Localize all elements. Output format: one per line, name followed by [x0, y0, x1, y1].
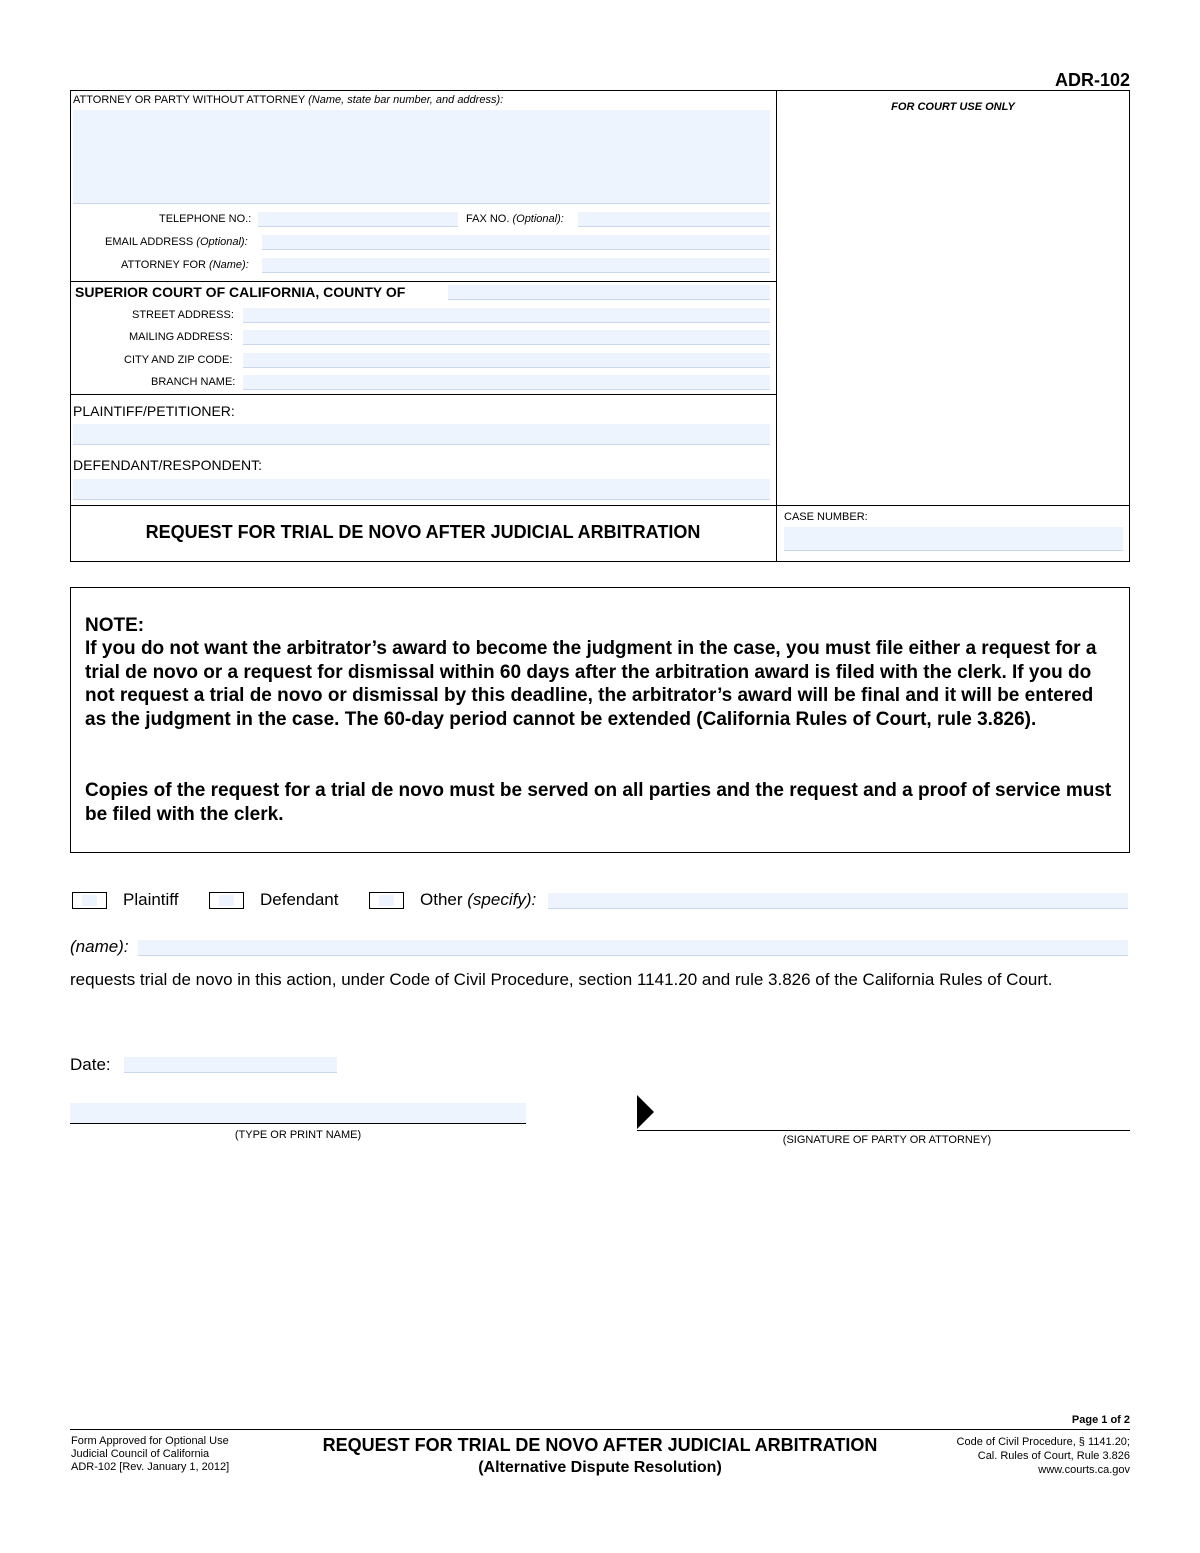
plaintiff-field[interactable]: [73, 424, 770, 445]
email-label: [105, 236, 248, 248]
footer-left-line: ADR-102 [Rev. January 1, 2012]: [71, 1461, 230, 1473]
other-option-note: (specify):: [467, 890, 537, 909]
case-number-label: CASE NUMBER:: [784, 511, 868, 523]
page-number: Page 1 of 2: [1071, 1414, 1130, 1426]
fax-label-text: FAX NO.: [466, 213, 510, 225]
defendant-option-label: Defendant: [260, 890, 339, 909]
footer-left: [71, 1435, 229, 1474]
name-label: (name):: [70, 937, 129, 956]
footer-right-line: Cal. Rules of Court, Rule 3.826: [977, 1450, 1130, 1462]
form-title: REQUEST FOR TRIAL DE NOVO AFTER JUDICIAL ARBITRATION: [145, 522, 701, 542]
note-paragraph-2: Copies of the request for a trial de novo must be served on all parties and the request and a proof of service must be filed with the clerk.: [85, 780, 1112, 825]
divider-title: [70, 505, 1130, 506]
other-specify-field[interactable]: [548, 893, 1128, 909]
footer-left-line: Judicial Council of California: [71, 1448, 210, 1460]
branch-name-label: BRANCH NAME:: [151, 376, 236, 388]
branch-name-field[interactable]: [243, 375, 770, 390]
mailing-address-field[interactable]: [243, 330, 770, 345]
email-label-note: (Optional):: [196, 236, 248, 248]
type-name-caption: (TYPE OR PRINT NAME): [234, 1129, 362, 1141]
plaintiff-checkbox[interactable]: [72, 892, 107, 909]
fax-label: [466, 213, 564, 225]
footer-title: REQUEST FOR TRIAL DE NOVO AFTER JUDICIAL ARBITRATION: [322, 1435, 878, 1455]
fax-field[interactable]: [578, 212, 770, 227]
signature-line[interactable]: [637, 1130, 1130, 1131]
footer-right-line[interactable]: www.courts.ca.gov: [1038, 1464, 1130, 1476]
plaintiff-label: PLAINTIFF/PETITIONER:: [73, 403, 235, 419]
date-field[interactable]: [124, 1057, 337, 1073]
attorney-for-label-text: ATTORNEY FOR: [121, 259, 206, 271]
county-field[interactable]: [448, 285, 770, 300]
city-zip-label: CITY AND ZIP CODE:: [124, 354, 233, 366]
other-option-text: Other: [420, 890, 463, 909]
street-address-label: STREET ADDRESS:: [132, 309, 234, 321]
street-address-field[interactable]: [243, 308, 770, 323]
telephone-label: TELEPHONE NO.:: [159, 213, 252, 225]
attorney-for-label-note: (Name):: [209, 259, 249, 271]
court-title: SUPERIOR COURT OF CALIFORNIA, COUNTY OF: [75, 284, 406, 300]
type-name-field[interactable]: [70, 1103, 526, 1124]
case-number-field[interactable]: [784, 527, 1123, 551]
attorney-label-note: (Name, state bar number, and address):: [308, 94, 504, 106]
defendant-label: DEFENDANT/RESPONDENT:: [73, 457, 263, 473]
attorney-for-label: [121, 259, 249, 271]
attorney-label: [73, 94, 503, 106]
email-label-text: EMAIL ADDRESS: [105, 236, 194, 248]
footer-subtitle: (Alternative Dispute Resolution): [478, 1459, 722, 1476]
plaintiff-option-label: Plaintiff: [123, 890, 179, 909]
date-label: Date:: [70, 1055, 111, 1074]
other-checkbox[interactable]: [369, 892, 404, 909]
attorney-for-field[interactable]: [262, 258, 770, 273]
fax-label-note: (Optional):: [512, 213, 564, 225]
footer-rule: [70, 1429, 1130, 1430]
signature-arrow-icon: [637, 1095, 655, 1131]
divider-court: [70, 281, 776, 282]
caption-divider: [776, 90, 777, 562]
footer-right-line: Code of Civil Procedure, § 1141.20;: [956, 1436, 1130, 1448]
divider-parties: [70, 394, 776, 395]
defendant-field[interactable]: [73, 479, 770, 500]
footer-left-line: Form Approved for Optional Use: [71, 1435, 229, 1447]
request-text: requests trial de novo in this action, under Code of Civil Procedure, section 1141.20 and rule 3.826 of the California Rules of Court.: [70, 970, 1053, 989]
footer-right: [957, 1435, 1130, 1477]
other-option-label: [420, 890, 536, 910]
mailing-address-label: MAILING ADDRESS:: [129, 331, 233, 343]
defendant-checkbox[interactable]: [209, 892, 244, 909]
telephone-field[interactable]: [258, 212, 458, 227]
email-field[interactable]: [262, 235, 770, 250]
court-use-label: FOR COURT USE ONLY: [891, 101, 1015, 113]
form-id: ADR-102: [1054, 70, 1130, 90]
signature-caption: (SIGNATURE OF PARTY OR ATTORNEY): [782, 1134, 992, 1146]
city-zip-field[interactable]: [243, 353, 770, 368]
attorney-name-address-field[interactable]: [73, 110, 770, 204]
name-field[interactable]: [138, 940, 1128, 956]
note-paragraph-1: If you do not want the arbitrator’s award to become the judgment in the case, you must file either a request for a trial de novo or a request for dismissal within 60 days after the arbitration award is filed with the clerk. If you do not request a trial de novo or dismissal by this deadline, the arbitrator’s award will be final and it will be entered as the judgment in the case. The 60-day period cannot be extended (California Rules of Court, rule 3.826).: [85, 638, 1097, 730]
note-heading: NOTE:: [85, 615, 145, 636]
attorney-label-text: ATTORNEY OR PARTY WITHOUT ATTORNEY: [73, 94, 306, 106]
